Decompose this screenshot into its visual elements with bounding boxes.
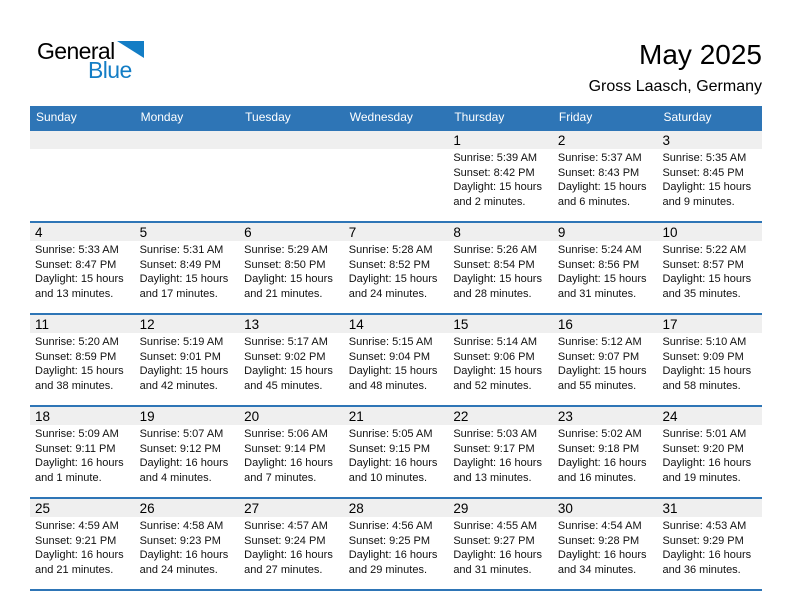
sunset-text: Sunset: 8:50 PM (244, 258, 326, 271)
day-detail-band (30, 517, 762, 589)
sunrise-text: Sunrise: 5:20 AM (35, 336, 119, 348)
day-cell-4 (30, 241, 135, 313)
weekday-header-saturday: Saturday (663, 110, 712, 124)
daylight-text-line2: and 6 minutes. (557, 195, 631, 208)
sunset-text: Sunset: 9:27 PM (453, 534, 535, 547)
sunset-text: Sunset: 9:18 PM (557, 442, 640, 455)
daylight-text-line1: Daylight: 15 hours (557, 181, 647, 193)
daylight-text-line2: and 52 minutes. (453, 379, 532, 392)
sunrise-text: Sunrise: 5:22 AM (662, 244, 747, 256)
daylight-text-line2: and 21 minutes. (244, 287, 323, 300)
day-number-1: 1 (453, 133, 461, 148)
daylight-text-line1: Daylight: 16 hours (348, 457, 438, 469)
sunrise-text: Sunrise: 5:35 AM (662, 152, 747, 164)
day-number-11: 11 (35, 317, 50, 332)
daylight-text-line2: and 9 minutes. (662, 195, 735, 208)
week-row-4 (30, 405, 762, 497)
day-cell-20 (239, 425, 344, 497)
location-subtitle: Gross Laasch, Germany (588, 77, 762, 95)
day-number-band (30, 315, 762, 333)
daylight-text-line1: Daylight: 16 hours (348, 549, 438, 561)
daylight-text-line1: Daylight: 15 hours (662, 365, 752, 377)
daylight-text-line1: Daylight: 16 hours (453, 549, 542, 561)
day-cell-30 (553, 517, 658, 589)
day-cell-empty (30, 149, 135, 221)
general-blue-logo (37, 40, 144, 82)
daylight-text-line1: Daylight: 16 hours (662, 549, 752, 561)
daylight-text-line2: and 13 minutes. (453, 471, 532, 484)
day-number-21: 21 (348, 409, 364, 424)
day-cell-16 (553, 333, 658, 405)
daylight-text-line1: Daylight: 15 hours (557, 365, 647, 377)
day-number-4: 4 (35, 225, 43, 240)
sunset-text: Sunset: 9:14 PM (244, 442, 326, 455)
daylight-text-line2: and 28 minutes. (453, 287, 532, 300)
sunset-text: Sunset: 8:42 PM (453, 166, 535, 179)
day-cell-empty (239, 149, 344, 221)
daylight-text-line1: Daylight: 15 hours (35, 273, 124, 285)
sunrise-text: Sunrise: 5:09 AM (35, 428, 119, 440)
title-block (589, 40, 762, 96)
daylight-text-line1: Daylight: 15 hours (244, 365, 333, 377)
sunrise-text: Sunrise: 5:29 AM (244, 244, 328, 256)
day-number-empty (30, 131, 135, 149)
daylight-text-line2: and 45 minutes. (244, 379, 323, 392)
sunset-text: Sunset: 9:21 PM (35, 534, 117, 547)
day-cell-17 (657, 333, 762, 405)
day-cell-6 (239, 241, 344, 313)
sunset-text: Sunset: 8:45 PM (662, 166, 744, 179)
day-cell-1 (448, 149, 553, 221)
day-detail-band (30, 333, 762, 405)
sunset-text: Sunset: 8:43 PM (557, 166, 640, 179)
sunrise-text: Sunrise: 5:14 AM (453, 336, 538, 348)
day-cell-23 (553, 425, 658, 497)
sunrise-text: Sunrise: 5:02 AM (557, 428, 642, 440)
daylight-text-line2: and 42 minutes. (139, 379, 218, 392)
sunrise-text: Sunrise: 5:17 AM (244, 336, 328, 348)
day-cell-empty (135, 149, 240, 221)
day-number-band (30, 407, 762, 425)
sunrise-text: Sunrise: 4:59 AM (35, 520, 119, 532)
day-number-band (30, 223, 762, 241)
day-number-6: 6 (244, 225, 252, 240)
day-number-19: 19 (139, 409, 155, 424)
sunset-text: Sunset: 8:47 PM (35, 258, 117, 271)
daylight-text-line2: and 35 minutes. (662, 287, 741, 300)
day-cell-11 (30, 333, 135, 405)
day-cell-12 (135, 333, 240, 405)
sunset-text: Sunset: 9:12 PM (139, 442, 221, 455)
sunset-text: Sunset: 8:49 PM (139, 258, 221, 271)
sunset-text: Sunset: 9:24 PM (244, 534, 326, 547)
day-number-empty (239, 131, 344, 149)
day-cell-18 (30, 425, 135, 497)
sunset-text: Sunset: 9:04 PM (348, 350, 431, 363)
daylight-text-line1: Daylight: 15 hours (139, 273, 229, 285)
day-number-7: 7 (348, 225, 357, 240)
sunrise-text: Sunrise: 5:33 AM (35, 244, 119, 256)
daylight-text-line2: and 10 minutes. (348, 471, 428, 484)
daylight-text-line2: and 29 minutes. (348, 563, 428, 576)
day-number-24: 24 (662, 409, 678, 424)
logo-triangle-icon (117, 41, 144, 58)
day-cell-5 (135, 241, 240, 313)
day-cell-9 (553, 241, 658, 313)
sunset-text: Sunset: 9:09 PM (662, 350, 744, 363)
daylight-text-line2: and 31 minutes. (557, 287, 637, 300)
sunrise-text: Sunrise: 5:19 AM (139, 336, 224, 348)
daylight-text-line1: Daylight: 16 hours (139, 549, 229, 561)
daylight-text-line2: and 31 minutes. (453, 563, 532, 576)
day-cell-19 (135, 425, 240, 497)
daylight-text-line2: and 36 minutes. (662, 563, 741, 576)
sunset-text: Sunset: 8:54 PM (453, 258, 535, 271)
day-cell-21 (344, 425, 449, 497)
daylight-text-line1: Daylight: 15 hours (139, 365, 229, 377)
daylight-text-line1: Daylight: 15 hours (453, 181, 542, 193)
day-number-22: 22 (453, 409, 469, 424)
day-number-14: 14 (348, 317, 364, 332)
calendar-bottom-border (30, 589, 762, 591)
sunrise-text: Sunrise: 5:06 AM (244, 428, 328, 440)
sunrise-text: Sunrise: 5:15 AM (348, 336, 433, 348)
sunset-text: Sunset: 9:01 PM (139, 350, 221, 363)
calendar-table (30, 106, 762, 591)
day-cell-10 (657, 241, 762, 313)
sunrise-text: Sunrise: 5:37 AM (557, 152, 642, 164)
weekday-header-wednesday: Wednesday (349, 110, 413, 124)
daylight-text-line1: Daylight: 15 hours (244, 273, 333, 285)
sunrise-text: Sunrise: 5:39 AM (453, 152, 538, 164)
logo-text-blue: Blue (88, 57, 132, 83)
day-number-16: 16 (557, 317, 573, 332)
weekday-header-row (30, 106, 762, 129)
sunrise-text: Sunrise: 5:24 AM (557, 244, 642, 256)
sunrise-text: Sunrise: 5:07 AM (139, 428, 224, 440)
day-cell-31 (657, 517, 762, 589)
weekday-header-friday: Friday (558, 110, 593, 124)
day-cell-22 (448, 425, 553, 497)
day-number-30: 30 (557, 501, 573, 516)
daylight-text-line1: Daylight: 15 hours (348, 273, 438, 285)
sunset-text: Sunset: 9:06 PM (453, 350, 535, 363)
weekday-header-monday: Monday (140, 110, 184, 124)
day-number-12: 12 (139, 317, 155, 332)
daylight-text-line2: and 2 minutes. (453, 195, 526, 208)
daylight-text-line1: Daylight: 16 hours (244, 457, 333, 469)
day-cell-15 (448, 333, 553, 405)
sunrise-text: Sunrise: 5:12 AM (557, 336, 642, 348)
sunset-text: Sunset: 9:02 PM (244, 350, 326, 363)
weekday-header-sunday: Sunday (36, 110, 77, 124)
sunrise-text: Sunrise: 4:57 AM (244, 520, 328, 532)
week-row-2 (30, 221, 762, 313)
day-cell-13 (239, 333, 344, 405)
sunrise-text: Sunrise: 5:31 AM (139, 244, 224, 256)
sunset-text: Sunset: 9:11 PM (35, 442, 116, 455)
daylight-text-line2: and 7 minutes. (244, 471, 317, 484)
sunrise-text: Sunrise: 4:55 AM (453, 520, 538, 532)
day-detail-band (30, 425, 762, 497)
day-number-31: 31 (662, 501, 678, 516)
sunset-text: Sunset: 9:20 PM (662, 442, 744, 455)
daylight-text-line2: and 4 minutes. (139, 471, 212, 484)
day-number-10: 10 (662, 225, 678, 240)
daylight-text-line2: and 1 minute. (35, 471, 102, 484)
daylight-text-line2: and 34 minutes. (557, 563, 637, 576)
sunrise-text: Sunrise: 5:10 AM (662, 336, 747, 348)
day-number-3: 3 (662, 133, 670, 148)
day-number-2: 2 (557, 133, 566, 148)
daylight-text-line2: and 16 minutes. (557, 471, 637, 484)
daylight-text-line1: Daylight: 16 hours (35, 549, 124, 561)
day-number-13: 13 (244, 317, 260, 332)
sunrise-text: Sunrise: 4:53 AM (662, 520, 747, 532)
sunset-text: Sunset: 8:59 PM (35, 350, 117, 363)
day-cell-8 (448, 241, 553, 313)
logo-text-general: General (37, 38, 115, 64)
week-row-3 (30, 313, 762, 405)
daylight-text-line1: Daylight: 15 hours (348, 365, 438, 377)
sunset-text: Sunset: 9:28 PM (557, 534, 640, 547)
daylight-text-line2: and 17 minutes. (139, 287, 218, 300)
daylight-text-line2: and 13 minutes. (35, 287, 114, 300)
day-number-9: 9 (557, 225, 566, 240)
day-number-18: 18 (35, 409, 51, 424)
daylight-text-line2: and 38 minutes. (35, 379, 114, 392)
day-number-band (30, 131, 762, 149)
daylight-text-line2: and 58 minutes. (662, 379, 741, 392)
sunrise-text: Sunrise: 5:28 AM (348, 244, 433, 256)
day-number-26: 26 (139, 501, 155, 516)
daylight-text-line1: Daylight: 15 hours (453, 273, 542, 285)
daylight-text-line1: Daylight: 16 hours (662, 457, 752, 469)
day-cell-28 (344, 517, 449, 589)
sunrise-text: Sunrise: 5:05 AM (348, 428, 433, 440)
calendar-weeks (30, 129, 762, 589)
day-cell-25 (30, 517, 135, 589)
sunrise-text: Sunrise: 5:03 AM (453, 428, 538, 440)
day-cell-empty (344, 149, 449, 221)
sunset-text: Sunset: 9:25 PM (348, 534, 431, 547)
day-number-17: 17 (662, 317, 678, 332)
day-number-empty (344, 131, 449, 149)
day-number-29: 29 (453, 501, 469, 516)
daylight-text-line1: Daylight: 16 hours (557, 549, 647, 561)
daylight-text-line1: Daylight: 15 hours (662, 181, 752, 193)
sunrise-text: Sunrise: 5:26 AM (453, 244, 538, 256)
day-number-28: 28 (348, 501, 364, 516)
day-number-23: 23 (557, 409, 573, 424)
day-cell-2 (553, 149, 658, 221)
daylight-text-line1: Daylight: 16 hours (244, 549, 333, 561)
daylight-text-line1: Daylight: 16 hours (557, 457, 647, 469)
daylight-text-line1: Daylight: 16 hours (139, 457, 229, 469)
week-row-5 (30, 497, 762, 589)
weekday-header-tuesday: Tuesday (245, 110, 291, 124)
week-row-1 (30, 129, 762, 221)
daylight-text-line2: and 27 minutes. (244, 563, 323, 576)
day-number-15: 15 (453, 317, 469, 332)
day-number-empty (135, 131, 240, 149)
day-number-8: 8 (453, 225, 461, 240)
daylight-text-line2: and 55 minutes. (557, 379, 637, 392)
sunset-text: Sunset: 9:15 PM (348, 442, 431, 455)
daylight-text-line1: Daylight: 15 hours (35, 365, 124, 377)
daylight-text-line1: Daylight: 16 hours (35, 457, 124, 469)
month-title: May 2025 (639, 39, 762, 70)
daylight-text-line2: and 24 minutes. (139, 563, 218, 576)
sunset-text: Sunset: 8:52 PM (348, 258, 431, 271)
sunset-text: Sunset: 8:56 PM (557, 258, 640, 271)
sunrise-text: Sunrise: 5:01 AM (662, 428, 747, 440)
day-number-5: 5 (139, 225, 148, 240)
daylight-text-line2: and 48 minutes. (348, 379, 428, 392)
sunset-text: Sunset: 8:57 PM (662, 258, 744, 271)
weekday-header-thursday: Thursday (454, 110, 505, 124)
day-number-20: 20 (244, 409, 260, 424)
sunrise-text: Sunrise: 4:58 AM (139, 520, 224, 532)
daylight-text-line2: and 19 minutes. (662, 471, 741, 484)
day-detail-band (30, 241, 762, 313)
day-cell-7 (344, 241, 449, 313)
sunset-text: Sunset: 9:07 PM (557, 350, 640, 363)
day-cell-27 (239, 517, 344, 589)
sunset-text: Sunset: 9:23 PM (139, 534, 221, 547)
day-cell-26 (135, 517, 240, 589)
day-cell-29 (448, 517, 553, 589)
daylight-text-line2: and 24 minutes. (348, 287, 428, 300)
day-number-27: 27 (244, 501, 260, 516)
day-number-band (30, 499, 762, 517)
daylight-text-line1: Daylight: 16 hours (453, 457, 542, 469)
daylight-text-line1: Daylight: 15 hours (557, 273, 647, 285)
sunrise-text: Sunrise: 4:54 AM (557, 520, 642, 532)
sunset-text: Sunset: 9:17 PM (453, 442, 535, 455)
day-cell-24 (657, 425, 762, 497)
sunrise-text: Sunrise: 4:56 AM (348, 520, 433, 532)
sunset-text: Sunset: 9:29 PM (662, 534, 744, 547)
day-number-25: 25 (35, 501, 51, 516)
daylight-text-line1: Daylight: 15 hours (662, 273, 752, 285)
day-detail-band (30, 149, 762, 221)
day-cell-3 (657, 149, 762, 221)
day-cell-14 (344, 333, 449, 405)
daylight-text-line2: and 21 minutes. (35, 563, 114, 576)
daylight-text-line1: Daylight: 15 hours (453, 365, 542, 377)
